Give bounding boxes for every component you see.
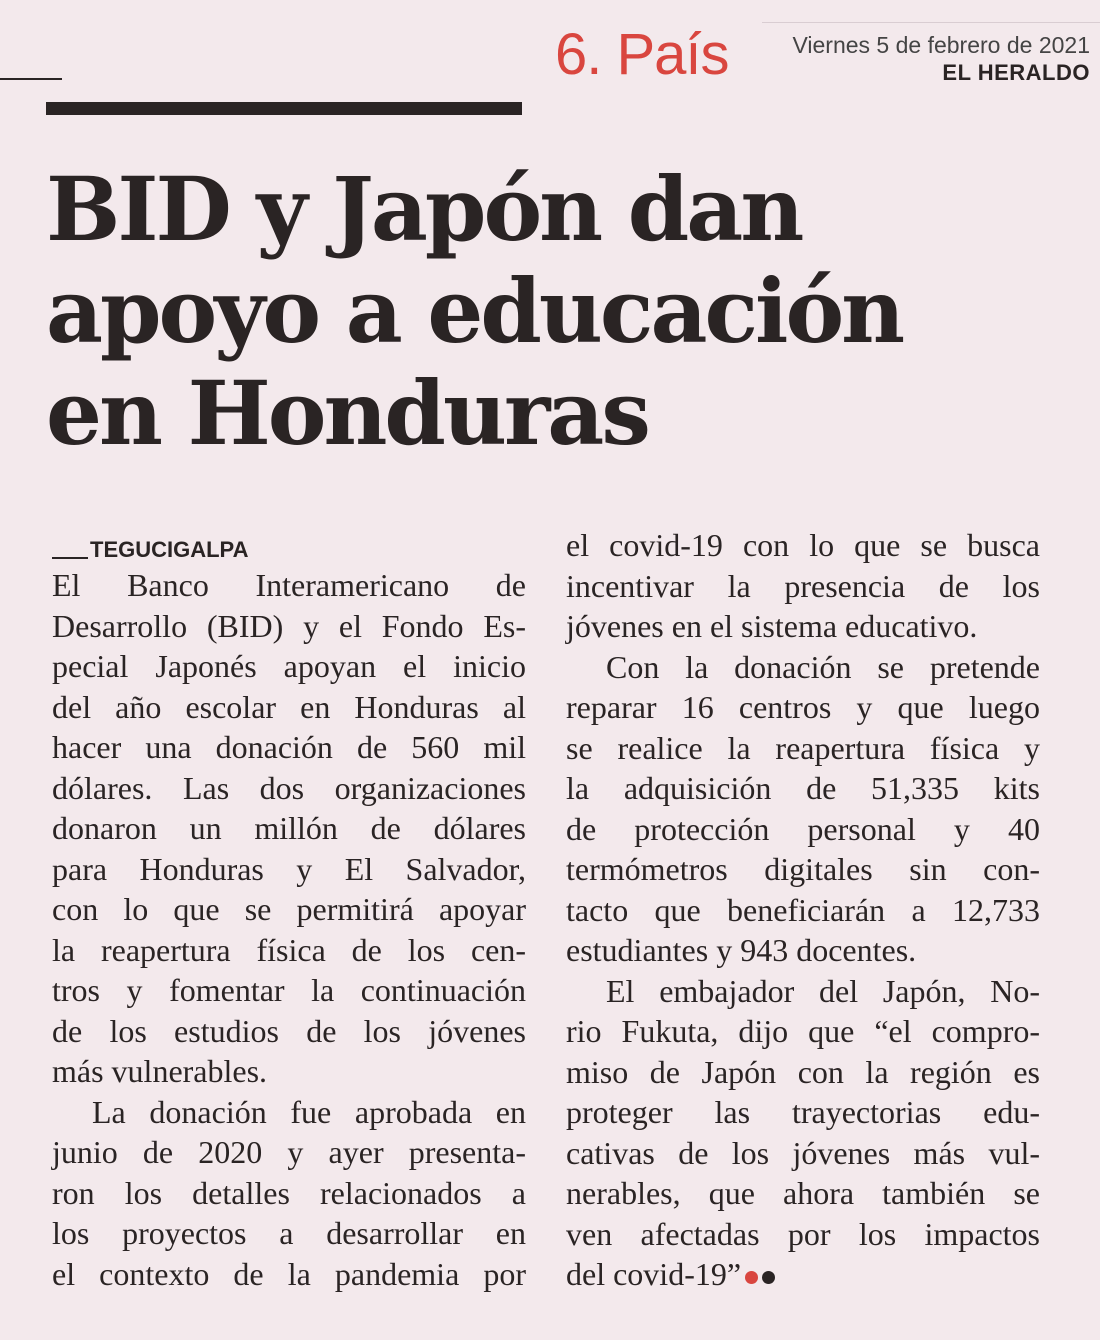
article-column-right xyxy=(566,525,1040,1295)
text-line: tros y fomentar la continuación xyxy=(52,972,526,1008)
section-label: 6. País xyxy=(555,22,729,87)
text-line: el covid-19 con lo que se busca xyxy=(566,527,1040,563)
text-line: estudiantes y 943 docentes. xyxy=(566,932,917,968)
text-line: miso de Japón con la región es xyxy=(566,1053,1040,1090)
text-line: pecial Japonés apoyan el inicio xyxy=(52,648,526,684)
text-line: de los estudios de los jóvenes xyxy=(52,1012,526,1049)
text-line: reparar 16 centros y que luego xyxy=(566,689,1040,725)
dateline xyxy=(52,537,248,563)
text-line: hacer una donación de 560 mil xyxy=(52,729,526,765)
top-rule-right xyxy=(762,22,1100,23)
text-line: ron los detalles relacionados a xyxy=(52,1174,526,1211)
headline xyxy=(46,158,1086,464)
headline-line: BID y Japón dan xyxy=(46,157,802,261)
text-line: proteger las trayectorias edu- xyxy=(566,1094,1040,1130)
text-line: cativas de los jóvenes más vul- xyxy=(566,1134,1040,1171)
text-line: jóvenes en el sistema educativo. xyxy=(566,608,978,644)
text-line: la reapertura física de los cen- xyxy=(52,931,526,968)
text-line: La donación fue aprobada en xyxy=(92,1093,526,1130)
issue-date: Viernes 5 de febrero de 2021 xyxy=(792,32,1090,58)
end-mark-red-dot xyxy=(745,1271,758,1284)
text-line: Desarrollo (BID) y el Fondo Es- xyxy=(52,607,526,644)
text-line: nerables, que ahora también se xyxy=(566,1175,1040,1211)
text-line: incentivar la presencia de los xyxy=(566,567,1040,604)
headline-line: en Honduras xyxy=(46,361,648,465)
end-mark-black-dot xyxy=(762,1271,775,1284)
top-rule-left xyxy=(0,78,62,80)
text-line: más vulnerables. xyxy=(52,1053,268,1089)
text-line: el contexto de la pandemia por xyxy=(52,1255,526,1292)
text-line: dólares. Las dos organizaciones xyxy=(52,769,526,806)
text-line-final xyxy=(566,1254,1040,1295)
text-line: rio Fukuta, dijo que “el compro- xyxy=(566,1013,1040,1049)
text-line: El embajador del Japón, No- xyxy=(606,972,1040,1009)
text-line: junio de 2020 y ayer presenta- xyxy=(52,1134,526,1170)
text-line: para Honduras y El Salvador, xyxy=(52,850,526,887)
article-column-left xyxy=(52,565,526,1294)
text-line: Con la donación se pretende xyxy=(606,648,1040,685)
text-line: se realice la reapertura física y xyxy=(566,729,1040,766)
headline-line: apoyo a educación xyxy=(46,259,903,363)
text-line: El Banco Interamericano de xyxy=(52,567,526,603)
text-line: tacto que beneficiarán a 12,733 xyxy=(566,891,1040,928)
paper-name: EL HERALDO xyxy=(942,60,1090,85)
headline-bar xyxy=(46,102,522,115)
dateline-rule xyxy=(52,557,88,559)
text-line: con lo que se permitirá apoyar xyxy=(52,891,526,927)
text-line: los proyectos a desarrollar en xyxy=(52,1215,526,1251)
final-text: del covid-19” xyxy=(566,1256,742,1292)
text-line: termómetros digitales sin con- xyxy=(566,851,1040,887)
text-line: donaron un millón de dólares xyxy=(52,810,526,846)
text-line: de protección personal y 40 xyxy=(566,810,1040,847)
text-line: ven afectadas por los impactos xyxy=(566,1215,1040,1252)
dateline-text: TEGUCIGALPA xyxy=(90,537,249,562)
text-line: la adquisición de 51,335 kits xyxy=(566,770,1040,806)
text-line: del año escolar en Honduras al xyxy=(52,688,526,725)
